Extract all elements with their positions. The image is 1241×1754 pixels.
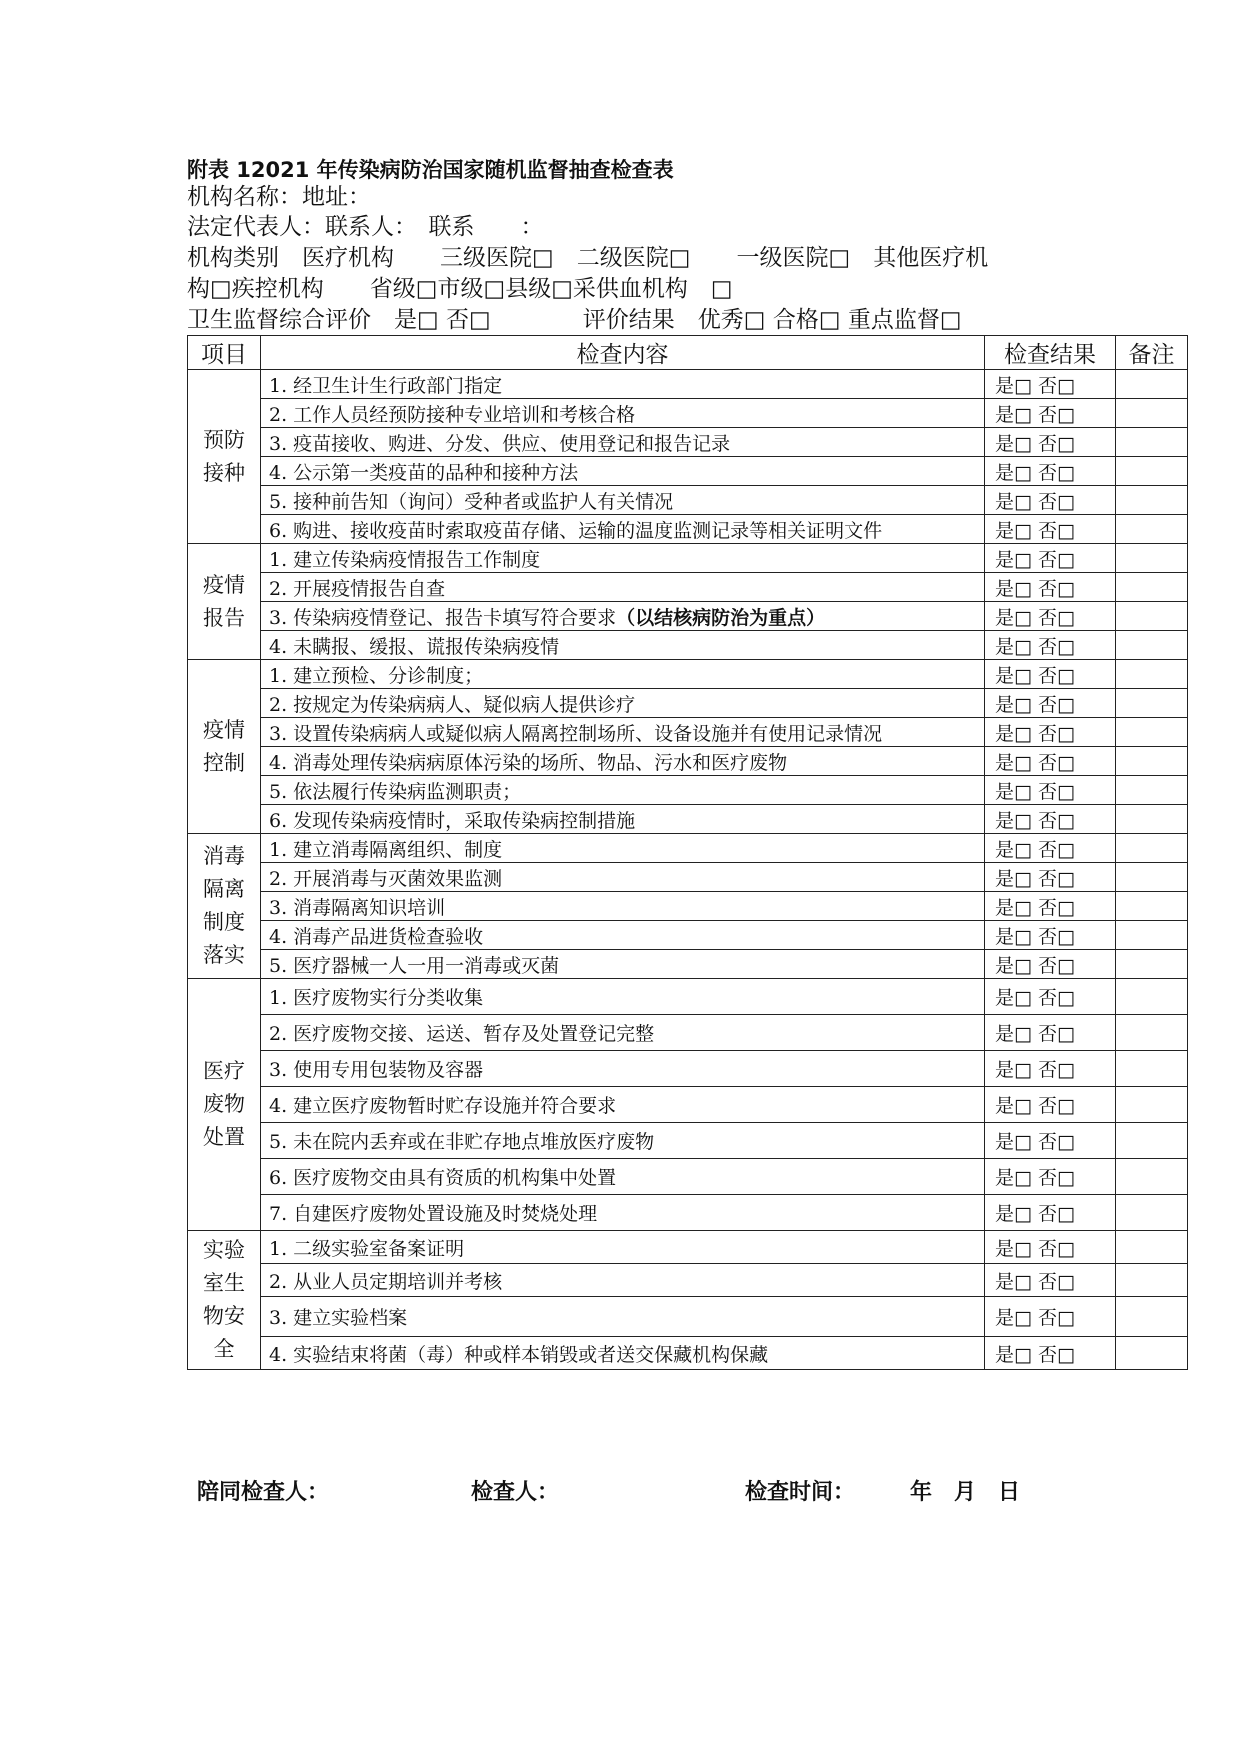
table-row [188, 1015, 1188, 1051]
check-item-cell [261, 718, 985, 747]
table-row [188, 1337, 1188, 1370]
note-cell[interactable] [1116, 776, 1188, 805]
check-item-text: 1. 建立传染病疫情报告工作制度 [269, 548, 541, 571]
inspection-time-label: 检查时间： 年 月 日 [745, 1480, 1021, 1505]
check-item-text: 3. 消毒隔离知识培训 [269, 896, 446, 919]
org-type-line-continued: 构□疾控机构 省级□市级□县级□采供血机构 □ [187, 276, 733, 302]
check-item-cell [261, 631, 985, 660]
note-cell[interactable] [1116, 428, 1188, 457]
table-row [188, 1159, 1188, 1195]
note-cell[interactable] [1116, 1297, 1188, 1337]
note-cell[interactable] [1116, 660, 1188, 689]
category-cell: 疫情 报告 [188, 544, 261, 660]
note-cell[interactable] [1116, 950, 1188, 979]
check-item-cell [261, 805, 985, 834]
legal-rep-contact-line: 法定代表人：联系人： 联系 ： [187, 214, 544, 240]
check-item-cell [261, 399, 985, 428]
table-row [188, 399, 1188, 428]
note-cell[interactable] [1116, 486, 1188, 515]
yes-no-checkbox-cell[interactable]: 是□ 否□ [985, 660, 1116, 689]
note-cell[interactable] [1116, 892, 1188, 921]
table-row [188, 486, 1188, 515]
check-item-text: 1. 建立消毒隔离组织、制度 [269, 838, 503, 861]
check-item-cell [261, 1195, 985, 1231]
table-row [188, 950, 1188, 979]
table-row [188, 660, 1188, 689]
check-item-cell [261, 1123, 985, 1159]
table-row [188, 863, 1188, 892]
yes-no-checkbox-cell[interactable]: 是□ 否□ [985, 1087, 1116, 1123]
check-item-cell [261, 776, 985, 805]
check-item-text: 6. 发现传染病疫情时，采取传染病控制措施 [269, 809, 636, 832]
header-result: 检查结果 [985, 336, 1116, 370]
check-item-text: 4. 建立医疗废物暂时贮存设施并符合要求 [269, 1095, 617, 1117]
note-cell[interactable] [1116, 399, 1188, 428]
note-cell[interactable] [1116, 602, 1188, 631]
note-cell[interactable] [1116, 1337, 1188, 1370]
header-project: 项目 [188, 336, 261, 370]
yes-no-checkbox-cell[interactable]: 是□ 否□ [985, 1015, 1116, 1051]
yes-no-checkbox-cell[interactable]: 是□ 否□ [985, 573, 1116, 602]
check-item-text: 4. 公示第一类疫苗的品种和接种方法 [269, 461, 579, 484]
note-cell[interactable] [1116, 863, 1188, 892]
check-item-cell [261, 1087, 985, 1123]
check-item-text: 2. 开展消毒与灭菌效果监测 [269, 867, 503, 890]
category-cell: 医疗 废物 处置 [188, 979, 261, 1231]
note-cell[interactable] [1116, 718, 1188, 747]
check-item-cell [261, 979, 985, 1015]
note-cell[interactable] [1116, 1015, 1188, 1051]
check-item-text: 3. 设置传染病病人或疑似病人隔离控制场所、设备设施并有使用记录情况 [269, 722, 883, 745]
note-cell[interactable] [1116, 834, 1188, 863]
table-row [188, 979, 1188, 1015]
check-item-cell [261, 602, 985, 631]
check-item-emphasis: （以结核病防治为重点） [616, 606, 826, 629]
check-item-text: 5. 医疗器械一人一用一消毒或灭菌 [269, 954, 560, 977]
note-cell[interactable] [1116, 689, 1188, 718]
yes-no-checkbox-cell[interactable]: 是□ 否□ [985, 515, 1116, 544]
category-cell: 实验 室生 物安 全 [188, 1231, 261, 1370]
check-item-cell [261, 515, 985, 544]
yes-no-checkbox-cell[interactable]: 是□ 否□ [985, 486, 1116, 515]
check-item-text: 6. 医疗废物交由具有资质的机构集中处置 [269, 1167, 617, 1189]
table-row [188, 1051, 1188, 1087]
check-item-cell [261, 1264, 985, 1297]
yes-no-checkbox-cell[interactable]: 是□ 否□ [985, 457, 1116, 486]
check-item-cell [261, 370, 985, 399]
check-item-cell [261, 660, 985, 689]
table-row [188, 747, 1188, 776]
check-item-text: 1. 建立预检、分诊制度； [269, 664, 484, 687]
check-item-text: 2. 开展疫情报告自查 [269, 577, 446, 600]
check-item-cell [261, 428, 985, 457]
check-item-cell [261, 1337, 985, 1370]
note-cell[interactable] [1116, 515, 1188, 544]
check-item-text: 7. 自建医疗废物处置设施及时焚烧处理 [269, 1203, 598, 1225]
note-cell[interactable] [1116, 573, 1188, 602]
yes-no-checkbox-cell[interactable]: 是□ 否□ [985, 1195, 1116, 1231]
table-row [188, 428, 1188, 457]
table-row [188, 631, 1188, 660]
yes-no-checkbox-cell[interactable]: 是□ 否□ [985, 950, 1116, 979]
check-item-text: 1. 二级实验室备案证明 [269, 1237, 465, 1260]
check-item-cell [261, 921, 985, 950]
check-item-text: 3. 使用专用包装物及容器 [269, 1059, 484, 1081]
table-body [188, 370, 1188, 1370]
note-cell[interactable] [1116, 1159, 1188, 1195]
note-cell[interactable] [1116, 921, 1188, 950]
note-cell[interactable] [1116, 1087, 1188, 1123]
org-type-line: 机构类别 医疗机构 三级医院□ 二级医院□ 一级医院□ 其他医疗机 [187, 245, 989, 271]
yes-no-checkbox-cell[interactable]: 是□ 否□ [985, 1264, 1116, 1297]
table-row [188, 370, 1188, 399]
table-row [188, 834, 1188, 863]
check-item-text: 3. 传染病疫情登记、报告卡填写符合要求 [269, 606, 617, 629]
table-row [188, 776, 1188, 805]
note-cell[interactable] [1116, 1264, 1188, 1297]
check-item-text: 4. 消毒处理传染病病原体污染的场所、物品、污水和医疗废物 [269, 751, 788, 774]
yes-no-checkbox-cell[interactable]: 是□ 否□ [985, 399, 1116, 428]
yes-no-checkbox-cell[interactable]: 是□ 否□ [985, 370, 1116, 399]
check-item-text: 2. 工作人员经预防接种专业培训和考核合格 [269, 403, 636, 426]
yes-no-checkbox-cell[interactable]: 是□ 否□ [985, 747, 1116, 776]
note-cell[interactable] [1116, 979, 1188, 1015]
table-row [188, 1195, 1188, 1231]
check-item-text: 1. 经卫生计生行政部门指定 [269, 374, 503, 397]
note-cell[interactable] [1116, 631, 1188, 660]
table-row [188, 1231, 1188, 1264]
yes-no-checkbox-cell[interactable]: 是□ 否□ [985, 1297, 1116, 1337]
note-cell[interactable] [1116, 1231, 1188, 1264]
yes-no-checkbox-cell[interactable]: 是□ 否□ [985, 979, 1116, 1015]
yes-no-checkbox-cell[interactable]: 是□ 否□ [985, 1337, 1116, 1370]
table-row [188, 1123, 1188, 1159]
yes-no-checkbox-cell[interactable]: 是□ 否□ [985, 1051, 1116, 1087]
check-item-cell [261, 457, 985, 486]
check-item-text: 4. 未瞒报、缓报、谎报传染病疫情 [269, 635, 560, 658]
yes-no-checkbox-cell[interactable]: 是□ 否□ [985, 689, 1116, 718]
note-cell[interactable] [1116, 544, 1188, 573]
yes-no-checkbox-cell[interactable]: 是□ 否□ [985, 1231, 1116, 1264]
check-item-text: 4. 消毒产品进货检查验收 [269, 925, 484, 948]
check-item-cell [261, 747, 985, 776]
yes-no-checkbox-cell[interactable]: 是□ 否□ [985, 863, 1116, 892]
note-cell[interactable] [1116, 1123, 1188, 1159]
yes-no-checkbox-cell[interactable]: 是□ 否□ [985, 1123, 1116, 1159]
table-header-row [188, 336, 1188, 370]
yes-no-checkbox-cell[interactable]: 是□ 否□ [985, 544, 1116, 573]
inspector-label: 检查人： [471, 1480, 560, 1505]
yes-no-checkbox-cell[interactable]: 是□ 否□ [985, 834, 1116, 863]
note-cell[interactable] [1116, 805, 1188, 834]
check-item-text: 2. 从业人员定期培训并考核 [269, 1270, 503, 1293]
check-item-cell [261, 689, 985, 718]
note-cell[interactable] [1116, 1195, 1188, 1231]
check-item-text: 1. 医疗废物实行分类收集 [269, 987, 484, 1009]
check-item-text: 3. 疫苗接收、购进、分发、供应、使用登记和报告记录 [269, 432, 731, 455]
check-item-cell [261, 544, 985, 573]
table-row [188, 718, 1188, 747]
category-cell: 消毒 隔离 制度 落实 [188, 834, 261, 979]
check-item-cell [261, 834, 985, 863]
check-item-cell [261, 892, 985, 921]
check-item-cell [261, 950, 985, 979]
yes-no-checkbox-cell[interactable]: 是□ 否□ [985, 892, 1116, 921]
table-row [188, 892, 1188, 921]
yes-no-checkbox-cell[interactable]: 是□ 否□ [985, 631, 1116, 660]
document-title: 附表 12021 年传染病防治国家随机监督抽查检查表 [187, 158, 674, 182]
category-cell: 疫情 控制 [188, 660, 261, 834]
table-row [188, 457, 1188, 486]
table-row [188, 515, 1188, 544]
note-cell[interactable] [1116, 457, 1188, 486]
org-name-address-line: 机构名称：地址： [187, 184, 371, 210]
yes-no-checkbox-cell[interactable]: 是□ 否□ [985, 921, 1116, 950]
table-row [188, 544, 1188, 573]
table-row [188, 805, 1188, 834]
check-item-text: 5. 接种前告知（询问）受种者或监护人有关情况 [269, 490, 674, 513]
note-cell[interactable] [1116, 1051, 1188, 1087]
table-row [188, 1087, 1188, 1123]
check-item-cell [261, 486, 985, 515]
check-item-cell [261, 573, 985, 602]
check-item-text: 6. 购进、接收疫苗时索取疫苗存储、运输的温度监测记录等相关证明文件 [269, 519, 883, 542]
check-item-text: 5. 未在院内丢弃或在非贮存地点堆放医疗废物 [269, 1131, 655, 1153]
table-row [188, 573, 1188, 602]
check-item-text: 5. 依法履行传染病监测职责； [269, 780, 522, 803]
inspection-table [187, 335, 1188, 1370]
table-row [188, 1297, 1188, 1337]
table-row [188, 921, 1188, 950]
table-row [188, 602, 1188, 631]
check-item-cell [261, 1297, 985, 1337]
yes-no-checkbox-cell[interactable]: 是□ 否□ [985, 428, 1116, 457]
check-item-text: 4. 实验结束将菌（毒）种或样本销毁或者送交保藏机构保藏 [269, 1343, 769, 1366]
header-content: 检查内容 [261, 336, 985, 370]
yes-no-checkbox-cell[interactable]: 是□ 否□ [985, 776, 1116, 805]
note-cell[interactable] [1116, 370, 1188, 399]
category-cell: 预防 接种 [188, 370, 261, 544]
check-item-text: 3. 建立实验档案 [269, 1307, 408, 1329]
table-row [188, 1264, 1188, 1297]
yes-no-checkbox-cell[interactable]: 是□ 否□ [985, 1159, 1116, 1195]
table-row [188, 689, 1188, 718]
check-item-cell [261, 1231, 985, 1264]
check-item-cell [261, 863, 985, 892]
check-item-cell [261, 1015, 985, 1051]
yes-no-checkbox-cell[interactable]: 是□ 否□ [985, 805, 1116, 834]
check-item-cell [261, 1159, 985, 1195]
companion-inspector-label: 陪同检查人： [197, 1480, 330, 1505]
check-item-text: 2. 医疗废物交接、运送、暂存及处置登记完整 [269, 1023, 655, 1045]
check-item-cell [261, 1051, 985, 1087]
evaluation-line: 卫生监督综合评价 是□ 否□ 评价结果 优秀□ 合格□ 重点监督□ [187, 307, 962, 333]
header-note: 备注 [1116, 336, 1188, 370]
yes-no-checkbox-cell[interactable]: 是□ 否□ [985, 718, 1116, 747]
note-cell[interactable] [1116, 747, 1188, 776]
yes-no-checkbox-cell[interactable]: 是□ 否□ [985, 602, 1116, 631]
check-item-text: 2. 按规定为传染病病人、疑似病人提供诊疗 [269, 693, 636, 716]
